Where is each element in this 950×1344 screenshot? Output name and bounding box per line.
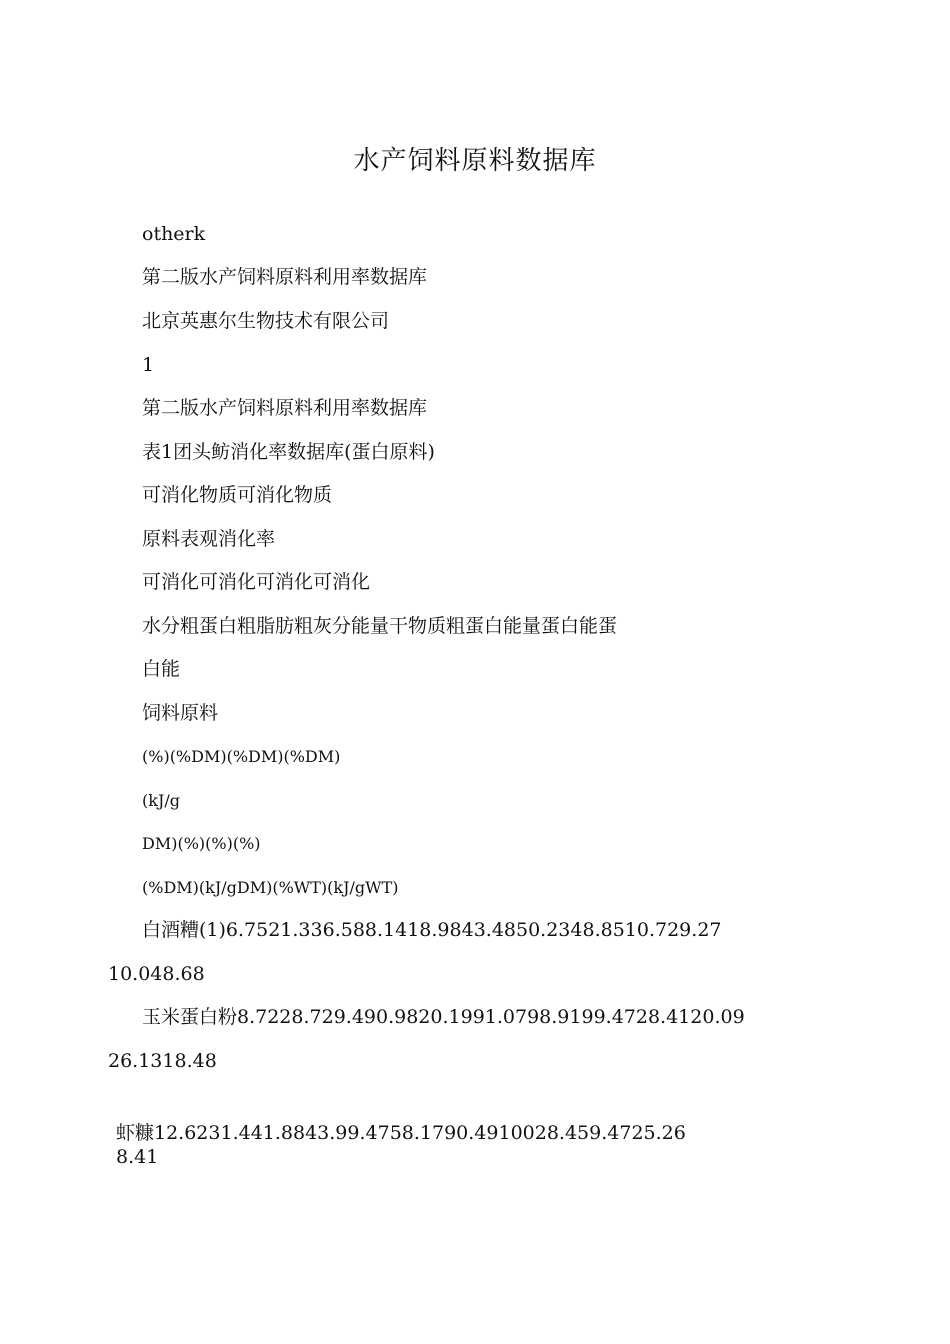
text-line: otherk — [142, 223, 206, 245]
table-caption: 表1团头鲂消化率数据库(蛋白原料) — [142, 441, 435, 463]
unit-line: (%)(%DM)(%DM)(%DM) — [142, 747, 341, 766]
text-line: 第二版水产饲料原料利用率数据库 — [142, 266, 428, 288]
text-line: 水分粗蛋白粗脂肪粗灰分能量干物质粗蛋白能量蛋白能蛋 — [142, 615, 618, 637]
text-line: 可消化可消化可消化可消化 — [142, 571, 371, 593]
document-title: 水产饲料原料数据库 — [353, 146, 597, 176]
unit-line: DM)(%)(%)(%) — [142, 834, 261, 853]
unit-line: (%DM)(kJ/gDM)(%WT)(kJ/gWT) — [142, 878, 399, 897]
text-line: 饲料原料 — [142, 702, 219, 724]
text-line: 1 — [142, 354, 155, 376]
data-row: 虾糠12.6231.441.8843.99.4758.1790.4910028.459.4725.26 — [116, 1122, 686, 1144]
text-line: 白能 — [142, 658, 181, 680]
data-row: 玉米蛋白粉8.7228.729.490.9820.1991.0798.9199.4728.4120.09 — [142, 1006, 745, 1028]
data-row: 白酒糟(1)6.7521.336.588.1418.9843.4850.2348.8510.729.27 — [142, 919, 722, 941]
text-line: 原料表观消化率 — [142, 528, 276, 550]
data-row-continuation: 10.048.68 — [108, 963, 205, 985]
unit-line: (kJ/g — [142, 791, 180, 810]
text-line: 第二版水产饲料原料利用率数据库 — [142, 397, 428, 419]
text-line: 可消化物质可消化物质 — [142, 484, 333, 506]
text-line: 北京英惠尔生物技术有限公司 — [142, 310, 390, 332]
data-row-continuation: 26.1318.48 — [108, 1050, 217, 1072]
data-row-continuation: 8.41 — [116, 1146, 159, 1168]
